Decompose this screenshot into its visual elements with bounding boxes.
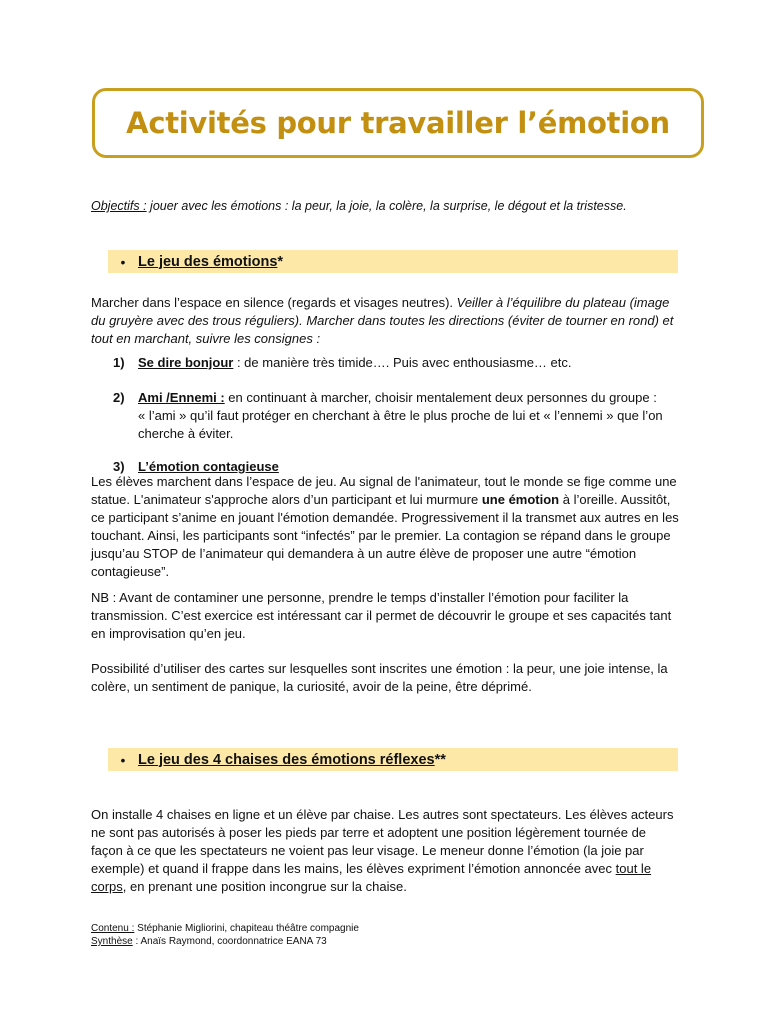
section1-title: Le jeu des émotions bbox=[138, 253, 278, 270]
footer-synthesis bbox=[91, 935, 359, 948]
section1-heading bbox=[108, 250, 678, 273]
nb-paragraph: NB : Avant de contaminer une personne, prendre le temps d’installer l’émotion pour faciliter la transmission. C’est exercice est intéressant car il permet de découvrir le groupe et ses capacités tant en improvisation qu’en jeu. bbox=[91, 590, 672, 641]
item1 bbox=[113, 354, 681, 372]
bullet-icon: • bbox=[120, 253, 126, 270]
cards-paragraph: Possibilité d’utiliser des cartes sur lesquelles sont inscrites une émotion : la peur, une joie intense, la colère, un sentiment de panique, la curiosité, avoir de la peine, être déprimé. bbox=[91, 661, 668, 694]
section2-heading bbox=[108, 748, 678, 771]
section1-intro bbox=[91, 294, 681, 348]
page-title: Activités pour travailler l’émotion bbox=[126, 106, 670, 140]
item3-num: 3) bbox=[113, 459, 125, 474]
contagion-text-before: Les élèves marchent dans l’espace de jeu. Au signal de l'animateur, tout le monde se fige comme une statue. L'animateur s'approche alors d’un participant et lui murmure bbox=[91, 474, 677, 507]
item2 bbox=[113, 389, 681, 407]
section2-paragraph bbox=[91, 806, 681, 896]
section2-title: Le jeu des 4 chaises des émotions réflexes bbox=[138, 751, 435, 768]
item1-text: : de manière très timide…. Puis avec enthousiasme… etc. bbox=[233, 355, 572, 370]
item2-label: Ami /Ennemi : bbox=[138, 390, 225, 405]
item2-text: en continuant à marcher, choisir mentalement deux personnes du groupe : bbox=[224, 390, 657, 405]
item1-num: 1) bbox=[113, 355, 125, 370]
section2-stars: ** bbox=[434, 751, 446, 768]
title-box bbox=[92, 88, 704, 158]
objectives-text: jouer avec les émotions : la peur, la joie, la colère, la surprise, le dégout et la tristesse. bbox=[146, 199, 627, 213]
item1-label: Se dire bonjour bbox=[138, 355, 234, 370]
intro-italic: Veiller à l’équilibre du plateau (image du gruyère avec des trous réguliers). Marcher dans toutes les directions (éviter de tourner en rond) et tout en marchant, suivre les consignes : bbox=[91, 295, 674, 346]
section2-underlined: tout le corps bbox=[91, 861, 652, 894]
contagion-bold: une émotion bbox=[481, 492, 560, 507]
footer-synthesis-text: : Anaïs Raymond, coordonnatrice EANA 73 bbox=[132, 936, 327, 947]
footer-content-label: Contenu : bbox=[91, 923, 135, 934]
contagion-text-after: à l’oreille. Aussitôt, ce participant s’anime en jouant l'émotion demandée. Progressivement il la transmet aux autres en les touchant. Ainsi, les participants sont “infectés” par le premier. La contagion se répand dans le groupe jusqu’au STOP de l’animateur qui demandera à un autre élève de proposer une autre “émotion contagieuse”. bbox=[91, 492, 679, 579]
objectives-label: Objectifs : bbox=[91, 199, 147, 213]
footer-synthesis-label: Synthèse bbox=[91, 936, 133, 947]
section1-stars: * bbox=[277, 253, 284, 270]
footer bbox=[91, 922, 359, 948]
item2-num: 2) bbox=[113, 390, 125, 405]
footer-content bbox=[91, 922, 359, 935]
item2-continuation: « l’ami » qu’il faut protéger en cherchant à être le plus proche de lui et « l’ennemi » que l’on cherche à éviter. bbox=[138, 408, 663, 441]
section2-text-before: On installe 4 chaises en ligne et un élève par chaise. Les autres sont spectateurs. Les élèves acteurs ne sont pas autorisés à poser les pieds par terre et adoptent une position légèrement tournée de façon à ce que les spectateurs ne voient pas leur visage. Le meneur donne l’émotion (la joie par exemple) et quand il frappe dans les mains, les élèves expriment l’émotion annoncée avec bbox=[91, 807, 674, 876]
item3-label: L’émotion contagieuse bbox=[138, 459, 279, 474]
intro-normal: Marcher dans l’espace en silence (regards et visages neutres). bbox=[91, 295, 457, 310]
objectives-line bbox=[91, 197, 691, 215]
contagion-paragraph bbox=[91, 473, 681, 581]
bullet-icon: • bbox=[120, 751, 126, 768]
section2-text-after: , en prenant une position incongrue sur la chaise. bbox=[122, 879, 407, 894]
footer-content-text: Stéphanie Migliorini, chapiteau théâtre compagnie bbox=[134, 923, 359, 934]
